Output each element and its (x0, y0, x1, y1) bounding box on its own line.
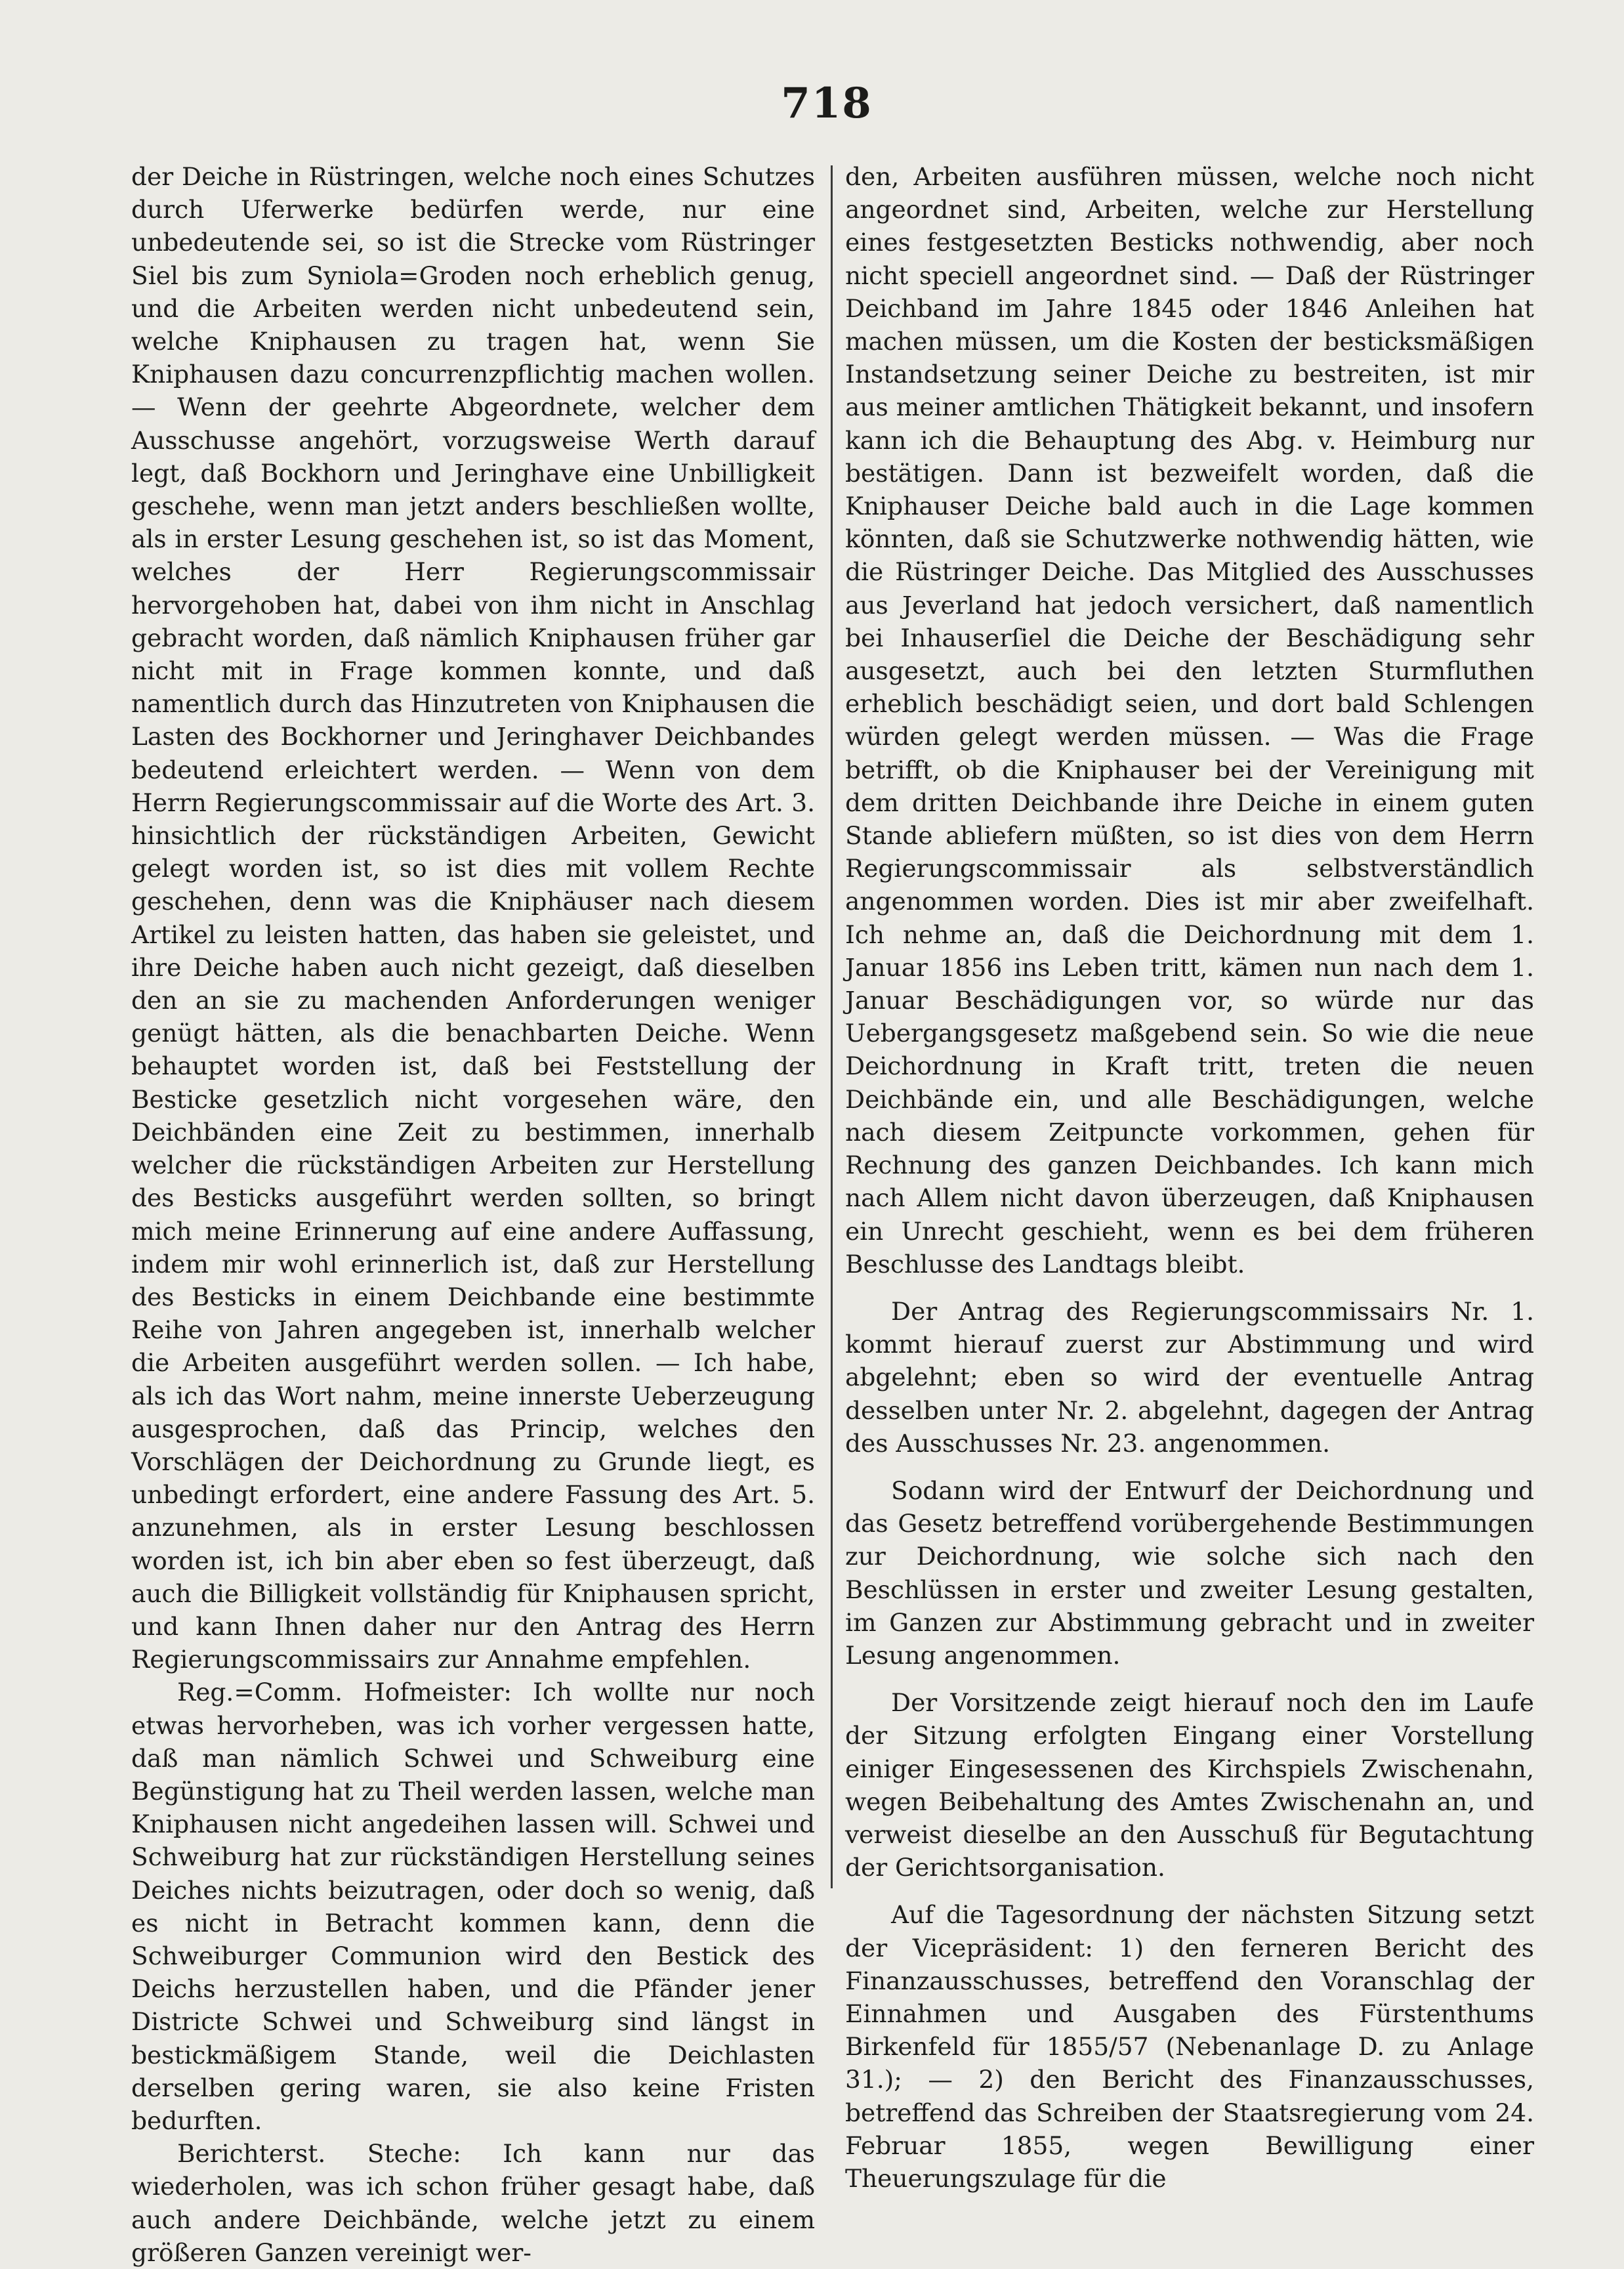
right-paragraph-1: den, Arbeiten ausführen müssen, welche noch nicht angeordnet sind, Arbeiten, welche zur Herstellung eines festgesetzten Besticks nothwendig, aber noch nicht speciell angeordnet sind. — Daß der Rüstringer Deichband im Jahre 1845 oder 1846 Anleihen hat machen müssen, um die Kosten der besticksmäßigen Instandsetzung seiner Deiche zu bestreiten, ist mir aus meiner amtlichen Thätigkeit bekannt, und insofern kann ich die Behauptung des Abg. v. Heimburg nur bestätigen. Dann ist bezweifelt worden, daß die Kniphauser Deiche bald auch in die Lage kommen könnten, daß sie Schutzwerke nothwendig hätten, wie die Rüstringer Deiche. Das Mitglied des Ausschusses aus Jeverland hat jedoch versichert, daß namentlich bei Inhauserſiel die Deiche der Beschädigung sehr ausgesetzt, auch bei den letzten Sturmfluthen erheblich beschädigt seien, und dort bald Schlengen würden gelegt werden müssen. — Was die Frage betrifft, ob die Kniphauser bei der Vereinigung mit dem dritten Deichbande ihre Deiche in einem guten Stande abliefern müßten, so ist dies von dem Herrn Regierungscommissair als selbstverständlich angenommen worden. Dies ist mir aber zweifelhaft. Ich nehme an, daß die Deichordnung mit dem 1. Januar 1856 ins Leben tritt, kämen nun nach dem 1. Januar Beschädigungen vor, so würde nur das Uebergangsgesetz maßgebend sein. So wie die neue Deichordnung in Kraft tritt, treten die neuen Deichbände ein, und alle Beschädigungen, welche nach diesem Zeitpuncte vorkommen, gehen für Rechnung des ganzen Deichbandes. Ich kann mich nach Allem nicht davon überzeugen, daß Kniphausen ein Unrecht geschieht, wenn es bei dem früheren Beschlusse des Landtags bleibt. (845, 162, 1534, 1279)
right-paragraph-4: Der Vorsitzende zeigt hierauf noch den im Laufe der Sitzung erfolgten Eingang einer Vorstellung einiger Eingesessenen des Kirchspiels Zwischenahn, wegen Beibehaltung des Amtes Zwischenahn an, und verweist dieselbe an den Ausschuß für Begutachtung der Gerichtsorganisation. (845, 1688, 1534, 1882)
left-paragraph-1: der Deiche in Rüstringen, welche noch eines Schutzes durch Uferwerke bedürfen werde, nur eine unbedeutende sei, so ist die Strecke vom Rüstringer Siel bis zum Syniola=Groden noch erheblich genug, und die Arbeiten werden nicht unbedeutend sein, welche Kniphausen zu tragen hat, wenn Sie Kniphausen dazu concurrenzpflichtig machen wollen. — Wenn der geehrte Abgeordnete, welcher dem Ausschusse angehört, vorzugsweise Werth darauf legt, daß Bockhorn und Jeringhave eine Unbilligkeit geschehe, wenn man jetzt anders beschließen wollte, als in erster Lesung geschehen ist, so ist das Moment, welches der Herr Regierungscommissair hervorgehoben hat, dabei von ihm nicht in Anschlag gebracht worden, daß nämlich Kniphausen früher gar nicht mit in Frage kommen konnte, und daß namentlich durch das Hinzutreten von Kniphausen die Lasten des Bockhorner und Jeringhaver Deichbandes bedeutend erleichtert werden. — Wenn von dem Herrn Regierungscommissair auf die Worte des Art. 3. hinsichtlich der rückständigen Arbeiten, Gewicht gelegt worden ist, so ist dies mit vollem Rechte geschehen, denn was die Kniphäuser nach diesem Artikel zu leisten hatten, das haben sie geleistet, und ihre Deiche haben auch nicht gezeigt, daß dieselben den an sie zu machenden Anforderungen weniger genügt hätten, als die benachbarten Deiche. Wenn behauptet worden ist, daß bei Feststellung der Besticke gesetzlich nicht vorgesehen wäre, den Deichbänden eine Zeit zu bestimmen, innerhalb welcher die rückständigen Arbeiten zur Herstellung des Besticks ausgeführt werden sollten, so bringt mich meine Erinnerung auf eine andere Auffassung, indem mir wohl erinnerlich ist, daß zur Herstellung des Besticks in einem Deichbande eine bestimmte Reihe von Jahren angegeben ist, innerhalb welcher die Arbeiten ausgeführt werden sollen. — Ich habe, als ich das Wort nahm, meine innerste Ueberzeugung ausgesprochen, daß das Princip, welches den Vorschlägen der Deichordnung zu Grunde liegt, es unbedingt erfordert, eine andere Fassung des Art. 5. anzunehmen, als in erster Lesung beschlossen worden ist, ich bin aber eben so fest überzeugt, daß auch die Billigkeit vollständig für Kniphausen spricht, und kann Ihnen daher nur den Antrag des Herrn Regierungscommissairs zur Annahme empfehlen. (131, 162, 815, 1674)
right-paragraph-3: Sodann wird der Entwurf der Deichordnung und das Gesetz betreffend vorübergehende Bestimmungen zur Deichordnung, wie solche sich nach den Beschlüssen in erster und zweiter Lesung gestalten, im Ganzen zur Abstimmung gebracht und in zweiter Lesung angenommen. (845, 1475, 1534, 1670)
left-column (131, 160, 815, 2269)
left-paragraph-2: Reg.=Comm. Hofmeister: Ich wollte nur noch etwas hervorheben, was ich vorher vergessen hatte, daß man nämlich Schwei und Schweiburg eine Begünstigung hat zu Theil werden lassen, welche man Kniphausen nicht angedeihen lassen will. Schwei und Schweiburg hat zur rückständigen Herstellung seines Deiches nichts beizutragen, oder doch so wenig, daß es nicht in Betracht kommen kann, denn die Schweiburger Communion wird den Bestick des Deichs herzustellen haben, und die Pfänder jener Districte Schwei und Schweiburg sind längst in bestickmäßigem Stande, weil die Deichlasten derselben gering waren, sie also keine Fristen bedurften. (131, 1678, 815, 2135)
right-column (845, 160, 1534, 2195)
left-paragraph-3: Berichterst. Steche: Ich kann nur das wiederholen, was ich schon früher gesagt habe, daß auch andere Deichbände, welche jetzt zu einem größeren Ganzen vereinigt wer- (131, 2139, 815, 2267)
right-paragraph-2: Der Antrag des Regierungscommissairs Nr. 1. kommt hierauf zuerst zur Abstimmung und wird abgelehnt; eben so wird der eventuelle Antrag desselben unter Nr. 2. abgelehnt, dagegen der Antrag des Ausschusses Nr. 23. angenommen. (845, 1296, 1534, 1458)
right-paragraph-5: Auf die Tagesordnung der nächsten Sitzung setzt der Vicepräsident: 1) den ferneren Bericht des Finanzausschusses, betreffend den Voranschlag der Einnahmen und Ausgaben des Fürstenthums Birkenfeld für 1855/57 (Nebenanlage D. zu Anlage 31.); — 2) den Bericht des Finanzausschusses, betreffend das Schreiben der Staatsregierung vom 24. Februar 1855, wegen Bewilligung einer Theuerungszulage für die (845, 1900, 1534, 2193)
column-divider (831, 165, 833, 1888)
page-number: 718 (781, 79, 873, 128)
